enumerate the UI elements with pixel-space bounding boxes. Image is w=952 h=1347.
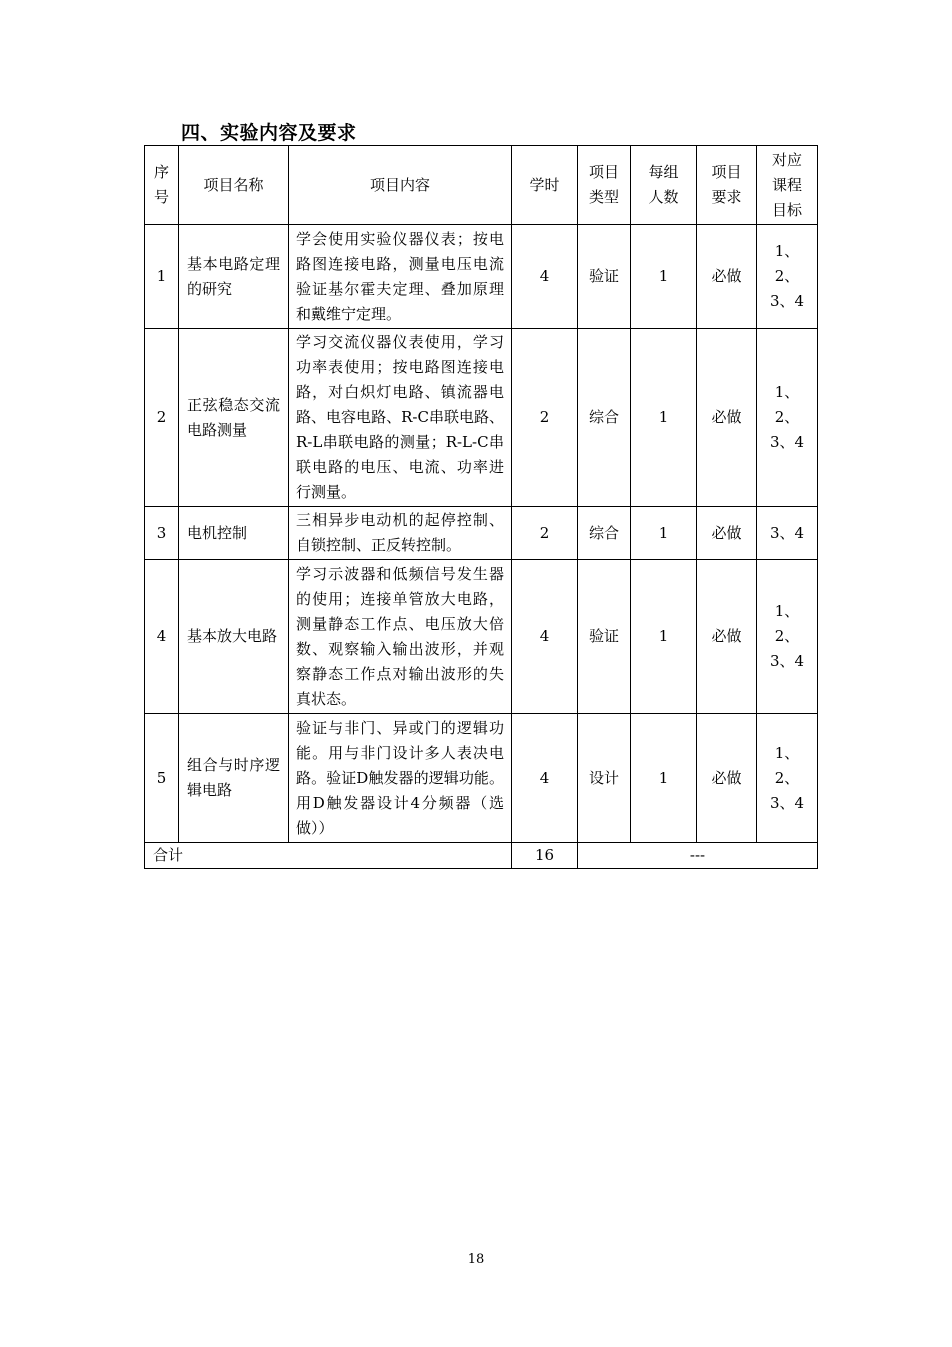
cell-seq: 4 bbox=[145, 560, 179, 714]
cell-group-size: 1 bbox=[631, 225, 697, 329]
cell-content: 学习交流仪器仪表使用，学习功率表使用；按电路图连接电路，对白炽灯电路、镇流器电路、电容电路、R-C串联电路、R-L串联电路的测量；R-L-C串联电路的电压、电流、功率进行测量。 bbox=[289, 329, 512, 507]
table-row bbox=[145, 329, 818, 507]
cell-name: 正弦稳态交流电路测量 bbox=[179, 329, 289, 507]
cell-name: 基本电路定理的研究 bbox=[179, 225, 289, 329]
total-label: 合计 bbox=[145, 843, 512, 869]
cell-requirement: 必做 bbox=[697, 507, 757, 560]
cell-requirement: 必做 bbox=[697, 714, 757, 843]
cell-seq: 3 bbox=[145, 507, 179, 560]
cell-type: 综合 bbox=[578, 507, 631, 560]
total-hours: 16 bbox=[512, 843, 578, 869]
table-total-row bbox=[145, 843, 818, 869]
cell-objectives: 1、2、3、4 bbox=[757, 560, 818, 714]
cell-requirement: 必做 bbox=[697, 329, 757, 507]
cell-objectives: 1、2、3、4 bbox=[757, 225, 818, 329]
table-row bbox=[145, 560, 818, 714]
cell-type: 设计 bbox=[578, 714, 631, 843]
cell-name: 基本放大电路 bbox=[179, 560, 289, 714]
cell-group-size: 1 bbox=[631, 329, 697, 507]
cell-content: 学会使用实验仪器仪表；按电路图连接电路，测量电压电流验证基尔霍夫定理、叠加原理和戴维宁定理。 bbox=[289, 225, 512, 329]
table-row bbox=[145, 225, 818, 329]
header-group-size: 每组 人数 bbox=[631, 146, 697, 225]
section-title: 四、实验内容及要求 bbox=[181, 122, 357, 144]
cell-type: 验证 bbox=[578, 225, 631, 329]
cell-content: 三相异步电动机的起停控制、自锁控制、正反转控制。 bbox=[289, 507, 512, 560]
cell-content: 学习示波器和低频信号发生器的使用；连接单管放大电路，测量静态工作点、电压放大倍数、观察输入输出波形，并观察静态工作点对输出波形的失真状态。 bbox=[289, 560, 512, 714]
table-row bbox=[145, 507, 818, 560]
table-row bbox=[145, 714, 818, 843]
header-type: 项目 类型 bbox=[578, 146, 631, 225]
cell-requirement: 必做 bbox=[697, 560, 757, 714]
cell-content: 验证与非门、异或门的逻辑功能。用与非门设计多人表决电路。验证D触发器的逻辑功能。用D触发器设计4分频器（选做）） bbox=[289, 714, 512, 843]
cell-group-size: 1 bbox=[631, 560, 697, 714]
cell-hours: 4 bbox=[512, 714, 578, 843]
cell-seq: 2 bbox=[145, 329, 179, 507]
cell-group-size: 1 bbox=[631, 714, 697, 843]
cell-seq: 1 bbox=[145, 225, 179, 329]
cell-hours: 2 bbox=[512, 507, 578, 560]
header-seq: 序 号 bbox=[145, 146, 179, 225]
table-header-row bbox=[145, 146, 818, 225]
cell-type: 综合 bbox=[578, 329, 631, 507]
cell-hours: 4 bbox=[512, 560, 578, 714]
header-objectives: 对应 课程 目标 bbox=[757, 146, 818, 225]
cell-type: 验证 bbox=[578, 560, 631, 714]
header-name: 项目名称 bbox=[179, 146, 289, 225]
cell-hours: 4 bbox=[512, 225, 578, 329]
total-rest: --- bbox=[578, 843, 818, 869]
header-requirement: 项目 要求 bbox=[697, 146, 757, 225]
cell-requirement: 必做 bbox=[697, 225, 757, 329]
cell-objectives: 1、2、3、4 bbox=[757, 329, 818, 507]
cell-hours: 2 bbox=[512, 329, 578, 507]
cell-group-size: 1 bbox=[631, 507, 697, 560]
cell-seq: 5 bbox=[145, 714, 179, 843]
page-number: 18 bbox=[467, 1252, 485, 1267]
header-content: 项目内容 bbox=[289, 146, 512, 225]
cell-objectives: 3、4 bbox=[757, 507, 818, 560]
header-hours: 学时 bbox=[512, 146, 578, 225]
cell-name: 组合与时序逻辑电路 bbox=[179, 714, 289, 843]
cell-objectives: 1、2、3、4 bbox=[757, 714, 818, 843]
experiment-table bbox=[144, 145, 818, 869]
cell-name: 电机控制 bbox=[179, 507, 289, 560]
